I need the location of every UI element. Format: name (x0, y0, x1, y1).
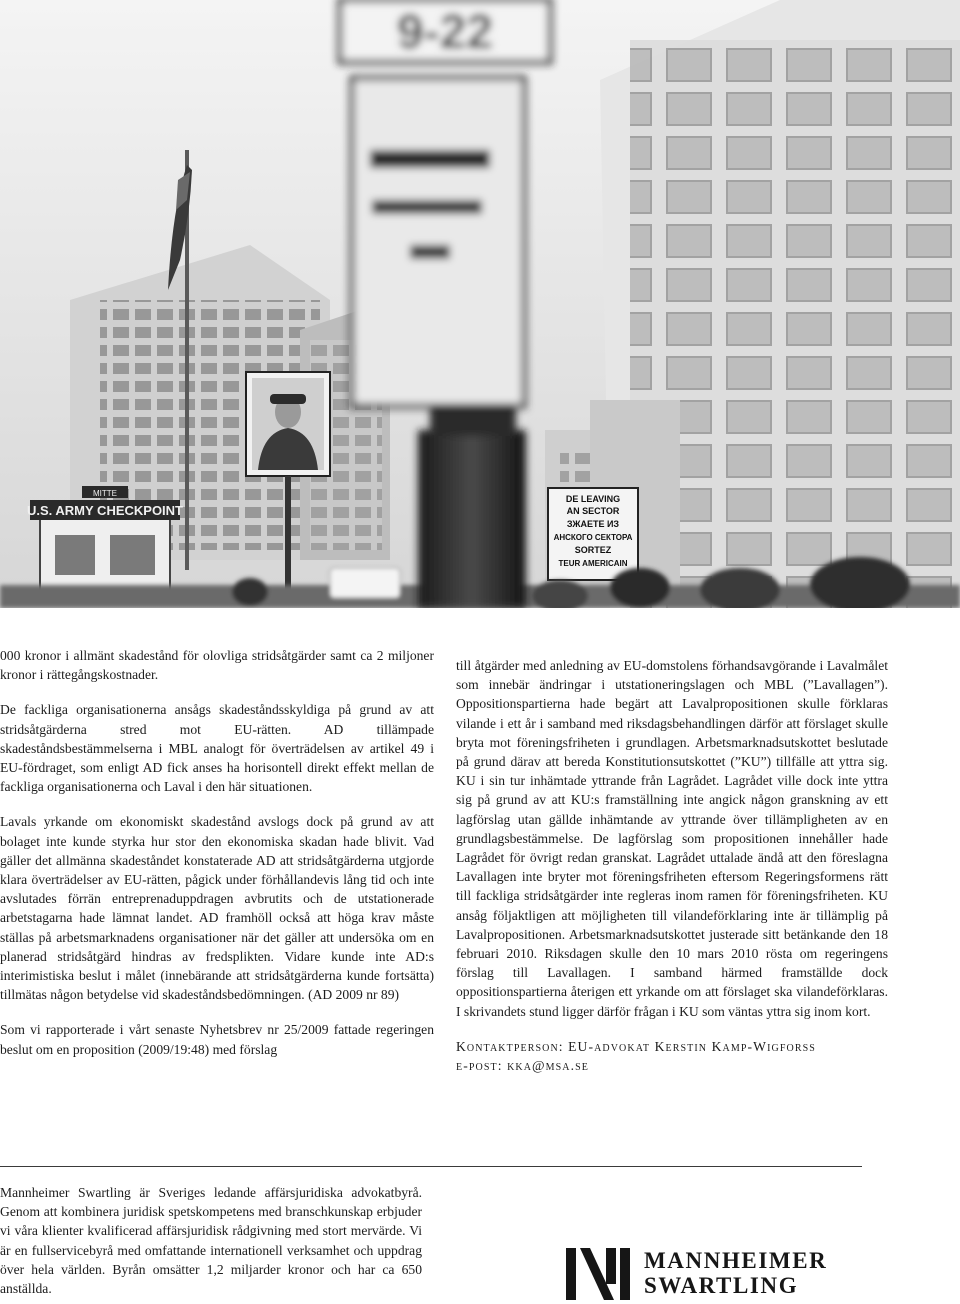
left-paragraph-4: Som vi rapporterade i vårt senaste Nyhetsbrev nr 25/2009 fattade regeringen beslut om en proposition (2009/19:48) med förslag (0, 1022, 434, 1057)
guard-booth (27, 486, 183, 595)
logo-line-2: SWARTLING (644, 1273, 799, 1298)
left-paragraph-2: De fackliga organisationerna ansågs skadeståndsskyldiga på grund av att stridsåtgärderna stred mot EU-rätten. AD tillämpade skadeståndsbestämmelserna i MBL analogt för överträdelsen av artikel 49 i EU-fördraget, som enligt AD fick anses ha horisontell direkt effekt mellan de fackliga organisationerna och Laval i den här situationen. (0, 702, 434, 795)
mannheimer-swartling-logo (566, 1246, 866, 1302)
logo-text (644, 1248, 827, 1298)
contact-person: Kontaktperson: EU-advokat Kerstin Kamp-Wigforss (456, 1038, 816, 1054)
svg-text:U.S. ARMY CHECKPOINT: U.S. ARMY CHECKPOINT (26, 503, 184, 518)
svg-text:MITTE: MITTE (93, 489, 117, 498)
svg-text:АНСКОГО СЕКТОРА: АНСКОГО СЕКТОРА (553, 533, 633, 542)
logo-mark-icon (566, 1246, 632, 1302)
left-paragraph-3: Lavals yrkande om ekonomiskt skadestånd avslogs dock på grund av att bolaget inte kunde styrka hur stor den ekonomiska skadan hade blivit. Vad gäller det allmänna skadeståndet konstaterade AD att stridsåtgärderna utgjorde klara överträdelser av EU-rätten, pågick under förhållandevis lång tid och inte avslutades förrän entreprenaduppdragen avbrutits och de utstationerade arbetstagarna hade lämnat landet. AD framhöll också att höga krav måste ställas på arbetsmarknadens organisationer när det gäller att undersöka om en planerad stridsåtgärd hindras av fredsplikten. Vidare kunde inte AD:s interimistiska beslut i målet (innebärande att stridsåtgärderna kunde fortsätta) tillmätas någon betydelse vid skadeståndsbedömningen. (AD 2009 nr 89) (0, 814, 434, 1003)
svg-text:DE LEAVING: DE LEAVING (565, 494, 621, 504)
left-paragraph-1: 000 kronor i allmänt skadestånd för olovliga stridsåtgärder samt ca 2 miljoner kronor i rättegångskostnader. (0, 648, 434, 683)
contact-email[interactable]: e-post: kka@msa.se (456, 1058, 589, 1074)
svg-text:AN SECTOR: AN SECTOR (566, 506, 620, 516)
right-column (456, 656, 888, 1076)
logo-line-1: MANNHEIMER (644, 1248, 828, 1273)
right-paragraph-1: till åtgärder med anledning av EU-domstolens förhandsavgörande i Lavalmålet som innebär ändringar i utstationeringslagen och MBL (”Lavallagen”). Oppositionspartierna hade begärt att Lavalpropositionen skulle förklaras vilande i ett år i samband med riksdagsbehandlingen därför att förslaget skulle bryta mot föreningsfriheten i grundlagen. Arbetsmarknadsutskottet beslutade på grund därav att bereda Konstitutionsutskottet (”KU”) tillfälle att yttra sig. KU i sin tur inhämtade yttrande från Lagrådet. Lagrådet ville dock inte yttra sig på grund av att KU:s framställning inte angick någon granskning av ett lagförslag utan gällde inhämtande av yttrande över tillämpligheten av en grundlagsbestämmelse. De lagförslag som propositionen innehåller hade Lagrådet för övrigt redan granskat. Lagrådet uttalade ändå att den föreslagna Lavallagen inte bryter mot föreningsfriheten eftersom Regeringsformens rätt till fackliga stridsåtgärder inte regleras inom ramen för föreningsfriheten. KU ansåg följaktligen att möjligheten till vilandeförklaring inte är tillämplig på Lavalpropositionen. Arbetsmarknadsutskottet justerade sitt betänkande den 18 februari 2010. Riksdagen skulle den 10 mars 2010 rösta om regeringens förslag till Lavallagen. I samband härmed framställde dock oppositionspartierna återigen ett yrkande om att förslaget ska vilandeförklaras. I skrivandets stund ligger därför frågan i KU som väntas yttra sig inom kort. (456, 658, 888, 1019)
contact-block (456, 1037, 888, 1076)
svg-text:SORTEZ: SORTEZ (574, 545, 612, 555)
svg-text:TEUR AMERICAIN: TEUR AMERICAIN (558, 559, 628, 568)
left-column (0, 646, 434, 1075)
header-photo (0, 0, 960, 608)
footer-about: Mannheimer Swartling är Sveriges ledande affärsjuridiska advokatbyrå. Genom att kombinera juridisk spetskompetens med branschkunskap erbjuder vi våra klienter kvalificerad affärsjuridisk rådgivning med stort mervärde. Vi är en fullservicebyrå med omfattande internationell verksamhet och uppdrag över hela världen. Byrån omsätter 1,2 miljarder kronor och har ca 650 anställda. (0, 1185, 422, 1297)
footer-divider (0, 1166, 862, 1167)
svg-text:ЗЖАЕТЕ ИЗ: ЗЖАЕТЕ ИЗ (566, 519, 620, 529)
svg-text:9-22: 9-22 (396, 6, 494, 59)
sector-banner (548, 488, 638, 580)
